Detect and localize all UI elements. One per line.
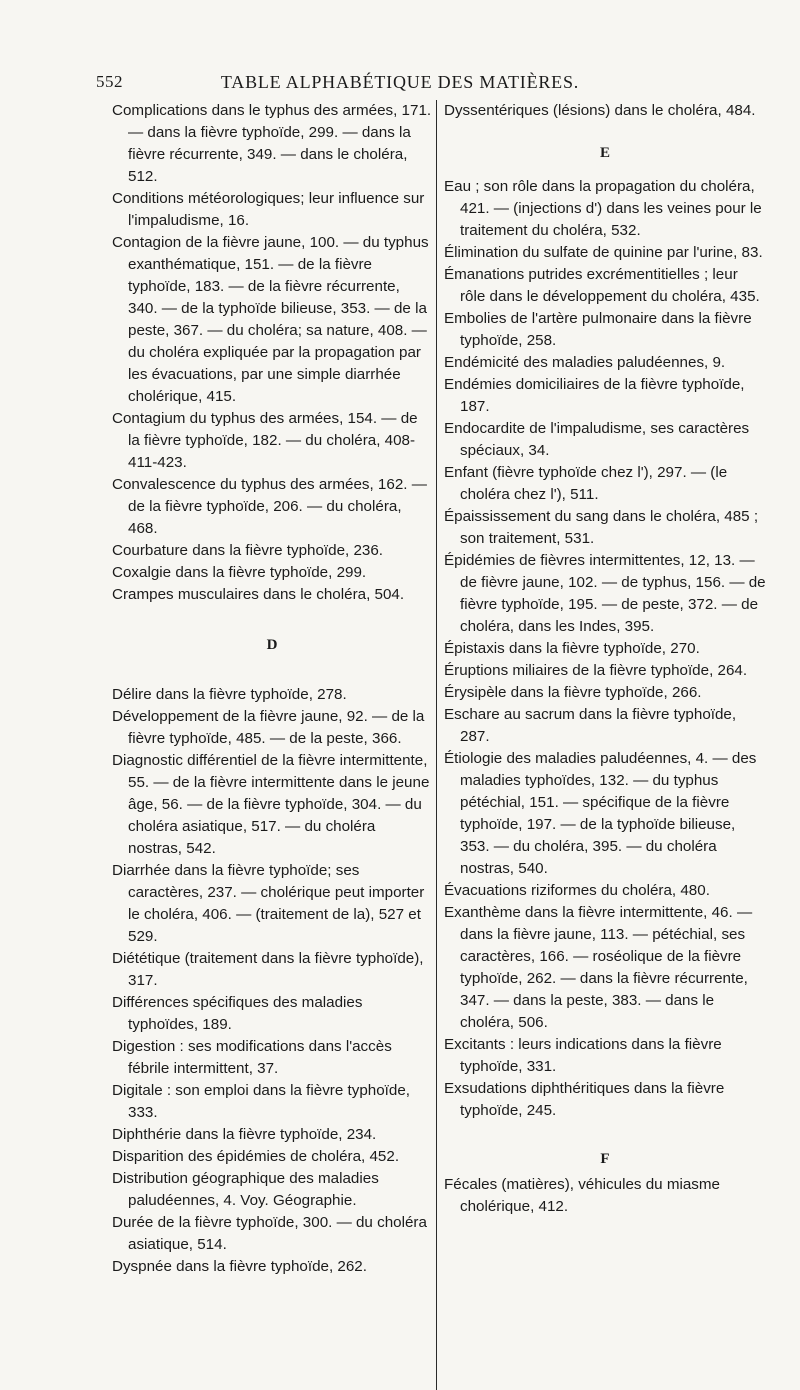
index-entry: Éruptions miliaires de la fièvre typhoïde, 264. (444, 662, 748, 679)
index-entry: Diététique (traitement dans la fièvre typhoïde), 317. (112, 950, 424, 989)
index-entry: Évacuations riziformes du choléra, 480. (444, 882, 710, 899)
running-title: TABLE ALPHABÉTIQUE DES MATIÈRES. (220, 72, 580, 92)
page-number: 552 (96, 72, 123, 91)
index-entry: Érysipèle dans la fièvre typhoïde, 266. (444, 684, 702, 701)
index-entry: Diagnostic différentiel de la fièvre intermittente, 55. — de la fièvre intermittente dans le jeune âge, 56. — de la fièvre typhoïde, 304. — du choléra asiatique, 517. — du choléra nostras, 542. (112, 752, 430, 857)
index-entry: Eschare au sacrum dans la fièvre typhoïde, 287. (444, 706, 737, 745)
index-entry: Différences spécifiques des maladies typhoïdes, 189. (112, 994, 363, 1033)
index-entry: Digestion : ses modifications dans l'accès fébrile intermittent, 37. (112, 1038, 392, 1077)
section-letter-d: D (266, 637, 278, 653)
index-entry: Enfant (fièvre typhoïde chez l'), 297. — (le choléra chez l'), 511. (444, 464, 728, 503)
index-entry: Dyspnée dans la fièvre typhoïde, 262. (112, 1258, 367, 1275)
index-entry: Crampes musculaires dans le choléra, 504. (112, 586, 405, 603)
index-entry: Diarrhée dans la fièvre typhoïde; ses caractères, 237. — cholérique peut importer le choléra, 406. — (traitement de la), 527 et 529. (112, 862, 425, 945)
index-entry: Délire dans la fièvre typhoïde, 278. (112, 686, 347, 703)
section-letter-f: F (600, 1151, 610, 1167)
index-entry: Exanthème dans la fièvre intermittente, 46. — dans la fièvre jaune, 113. — pétéchial, ses caractères, 166. — roséolique de la fièvre typhoïde, 262. — dans la fièvre récurrente, 347. — dans la peste, 383. — dans le choléra, 506. (444, 904, 753, 1031)
index-entry: Étiologie des maladies paludéennes, 4. — des maladies typhoïdes, 132. — du typhus pétéchial, 151. — spécifique de la fièvre typhoïde, 197. — de la typhoïde bilieuse, 353. — du choléra, 395. — du choléra nostras, 540. (444, 750, 757, 877)
index-entry: Endémies domiciliaires de la fièvre typhoïde, 187. (444, 376, 745, 415)
index-entry: Digitale : son emploi dans la fièvre typhoïde, 333. (112, 1082, 411, 1121)
index-entry: Endémicité des maladies paludéennes, 9. (444, 354, 726, 371)
index-entry: Épaississement du sang dans le choléra, 485 ; son traitement, 531. (444, 508, 759, 547)
page-header (0, 72, 800, 96)
index-entry: Eau ; son rôle dans la propagation du choléra, 421. — (injections d') dans les veines pour le traitement du choléra, 532. (444, 178, 762, 239)
index-entry: Fécales (matières), véhicules du miasme cholérique, 412. (444, 1176, 721, 1215)
index-entry: Coxalgie dans la fièvre typhoïde, 299. (112, 564, 367, 581)
index-entry: Émanations putrides excrémentitielles ; leur rôle dans le développement du choléra, 435. (444, 266, 760, 305)
index-entry: Courbature dans la fièvre typhoïde, 236. (112, 542, 384, 559)
index-entry: Convalescence du typhus des armées, 162. — de la fièvre typhoïde, 206. — du choléra, 468. (112, 476, 427, 537)
index-entry: Endocardite de l'impaludisme, ses caractères spéciaux, 34. (444, 420, 750, 459)
index-entry: Dyssentériques (lésions) dans le choléra, 484. (444, 102, 756, 119)
index-entry: Épidémies de fièvres intermittentes, 12, 13. — de fièvre jaune, 102. — de typhus, 156. — de fièvre typhoïde, 195. — de peste, 372. — de choléra, dans les Indes, 395. (444, 552, 766, 635)
index-entry: Excitants : leurs indications dans la fièvre typhoïde, 331. (444, 1036, 722, 1075)
column-divider (436, 100, 437, 1390)
section-letter-e: E (599, 145, 610, 161)
index-entry: Disparition des épidémies de choléra, 452. (112, 1148, 400, 1165)
index-entry: Embolies de l'artère pulmonaire dans la fièvre typhoïde, 258. (444, 310, 752, 349)
index-entry: Distribution géographique des maladies paludéennes, 4. Voy. Géographie. (112, 1170, 379, 1209)
index-entry: Complications dans le typhus des armées, 171. — dans la fièvre typhoïde, 299. — dans la fièvre récurrente, 349. — dans le choléra, 512. (112, 102, 432, 185)
index-entry: Exsudations diphthéritiques dans la fièvre typhoïde, 245. (444, 1080, 725, 1119)
index-entry: Contagium du typhus des armées, 154. — de la fièvre typhoïde, 182. — du choléra, 408-411-423. (112, 410, 418, 471)
left-column (112, 100, 432, 1278)
index-entry: Développement de la fièvre jaune, 92. — de la fièvre typhoïde, 485. — de la peste, 366. (112, 708, 425, 747)
index-entry: Durée de la fièvre typhoïde, 300. — du choléra asiatique, 514. (112, 1214, 427, 1253)
index-entry: Épistaxis dans la fièvre typhoïde, 270. (444, 640, 700, 657)
index-entry: Élimination du sulfate de quinine par l'urine, 83. (444, 244, 763, 261)
index-entry: Contagion de la fièvre jaune, 100. — du typhus exanthématique, 151. — de la fièvre typhoïde, 183. — de la fièvre récurrente, 340. — de la typhoïde bilieuse, 353. — de la peste, 367. — du choléra; sa nature, 408. — du choléra expliquée par la propagation par les évacuations, par une simple diarrhée cholérique, 415. (112, 234, 429, 405)
right-column (444, 100, 766, 1218)
index-entry: Conditions météorologiques; leur influence sur l'impaludisme, 16. (112, 190, 425, 229)
index-entry: Diphthérie dans la fièvre typhoïde, 234. (112, 1126, 377, 1143)
